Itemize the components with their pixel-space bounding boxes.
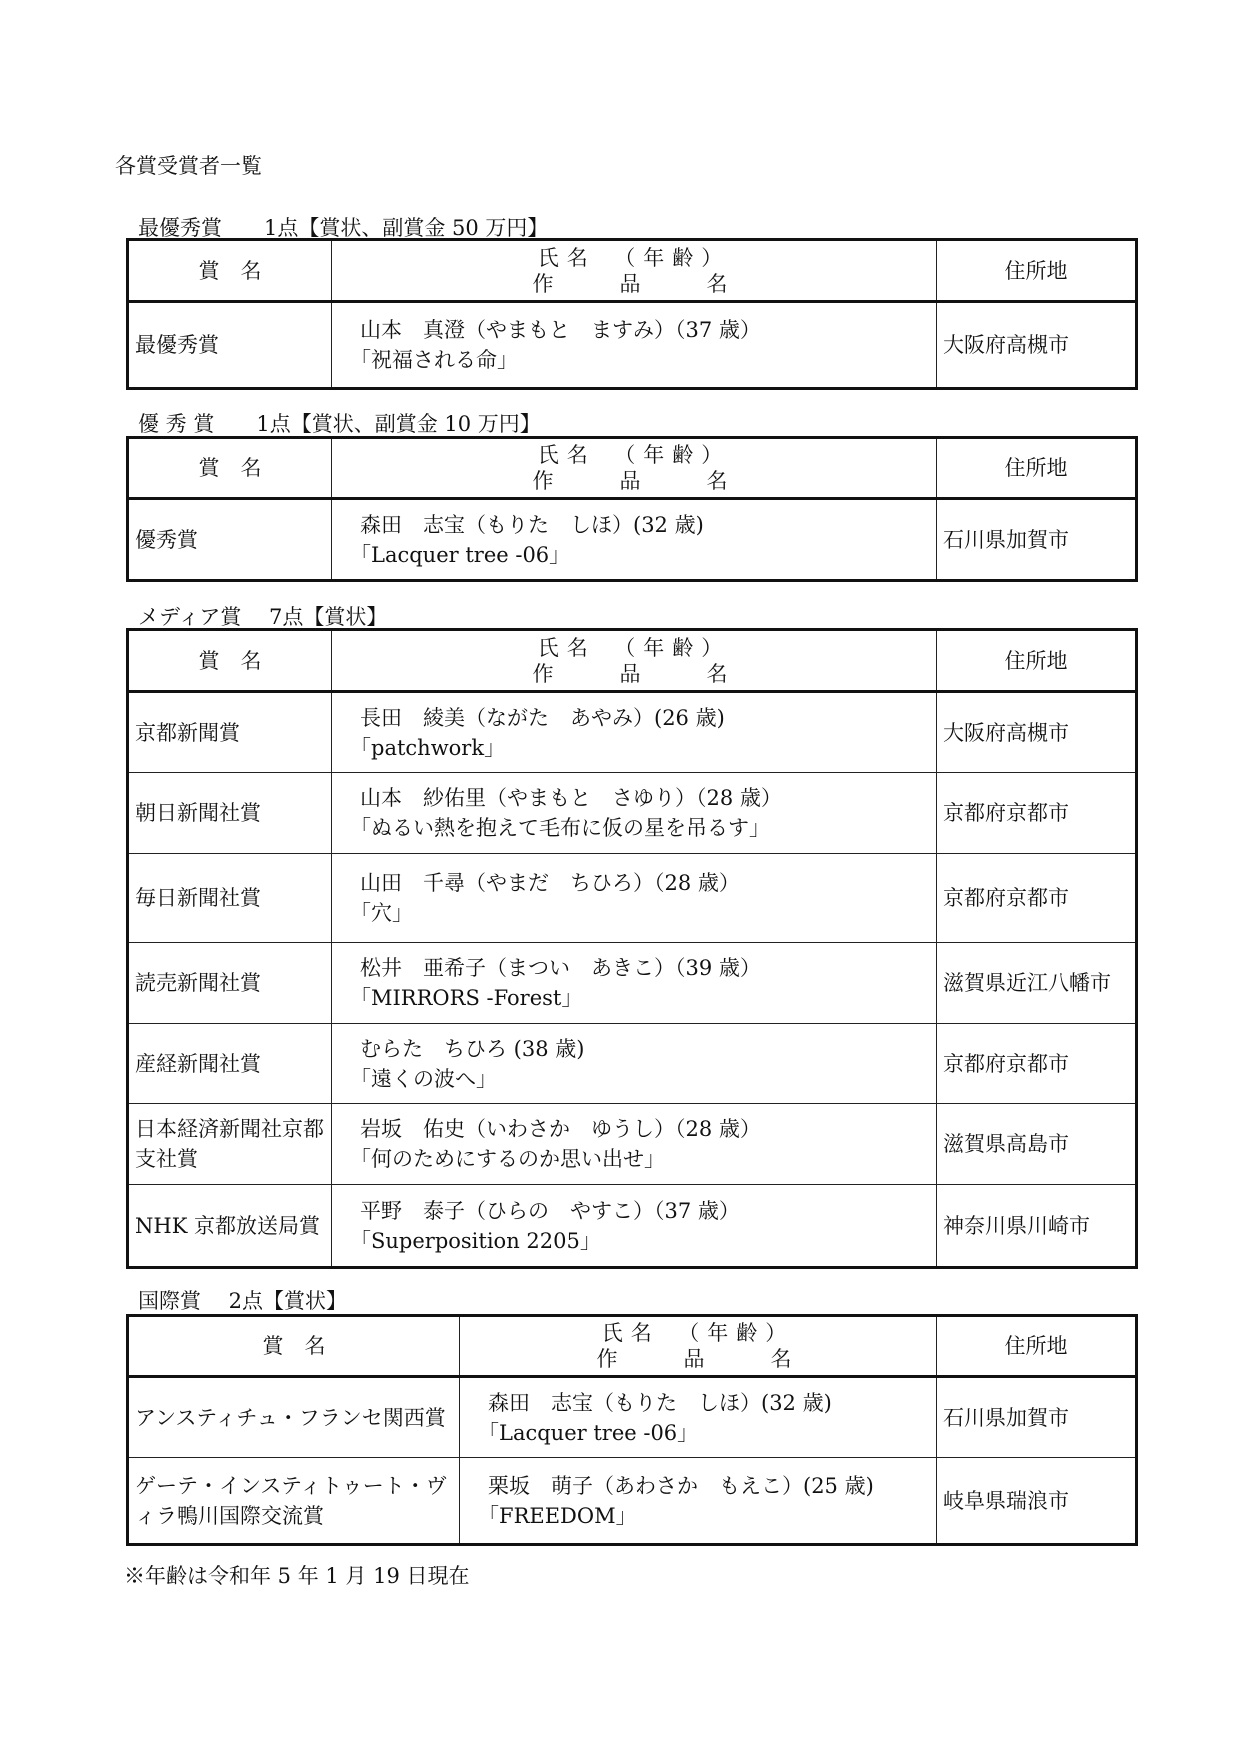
table-row <box>128 854 1137 943</box>
winner-name-age: 森田 志宝（もりた しほ）(32 歳) <box>360 512 704 537</box>
winner-name-age: 松井 亜希子（まつい あきこ）（39 歳） <box>360 956 761 980</box>
table-row <box>128 1377 1137 1458</box>
winner-cell <box>332 302 937 389</box>
work-title: 「patchwork」 <box>350 735 506 760</box>
address: 滋賀県近江八幡市 <box>937 943 1137 1024</box>
header-name-age: 氏名 （年齢） <box>537 245 731 270</box>
award-name: ゲーテ・インスティトゥート・ヴィラ鴨川国際交流賞 <box>128 1458 460 1545</box>
work-title: 「FREEDOM」 <box>478 1503 637 1528</box>
header-work: 作 品 名 <box>532 469 736 493</box>
section-heading: 優 秀 賞 1点【賞状、副賞金 10 万円】 <box>138 412 541 436</box>
work-title: 「Lacquer tree -06」 <box>478 1420 699 1445</box>
header-name-work <box>460 1316 937 1377</box>
header-work: 作 品 名 <box>596 1347 800 1371</box>
winner-cell <box>332 943 937 1024</box>
address: 大阪府高槻市 <box>937 692 1137 773</box>
header-award: 賞 名 <box>128 630 332 692</box>
work-title: 「ぬるい熱を抱えて毛布に仮の星を吊るす」 <box>350 816 770 840</box>
winner-name-age: むらた ちひろ (38 歳) <box>360 1036 585 1061</box>
table-row <box>128 692 1137 773</box>
award-table <box>126 238 1138 390</box>
address: 京都府京都市 <box>937 854 1137 943</box>
work-title: 「Lacquer tree -06」 <box>350 542 571 567</box>
table-row <box>128 943 1137 1024</box>
table-row <box>128 499 1137 581</box>
winner-name-age: 山本 紗佑里（やまもと さゆり）（28 歳） <box>360 786 782 810</box>
header-address: 住所地 <box>937 1316 1137 1377</box>
award-table <box>126 628 1138 1269</box>
winner-name-age: 岩坂 佑史（いわさか ゆうし）（28 歳） <box>360 1117 761 1141</box>
table-header-row <box>128 1316 1137 1377</box>
winner-name-age: 山本 真澄（やまもと ますみ）（37 歳） <box>360 318 761 342</box>
header-award: 賞 名 <box>128 1316 460 1377</box>
header-name-work <box>332 438 937 499</box>
header-award: 賞 名 <box>128 438 332 499</box>
header-name-work <box>332 240 937 302</box>
award-name: 優秀賞 <box>128 499 332 581</box>
winner-name-age: 山田 千尋（やまだ ちひろ）（28 歳） <box>360 871 740 895</box>
address: 京都府京都市 <box>937 773 1137 854</box>
winner-cell <box>332 499 937 581</box>
table-row <box>128 773 1137 854</box>
work-title: 「MIRRORS -Forest」 <box>350 986 583 1010</box>
work-title: 「穴」 <box>350 901 413 925</box>
winner-cell <box>332 854 937 943</box>
winner-cell <box>332 1104 937 1185</box>
address: 石川県加賀市 <box>937 1377 1137 1458</box>
header-name-age: 氏名 （年齢） <box>537 443 731 467</box>
address: 京都府京都市 <box>937 1024 1137 1104</box>
winner-cell <box>332 692 937 773</box>
table-row <box>128 1458 1137 1545</box>
header-name-age: 氏名 （年齢） <box>601 1321 795 1345</box>
table-row <box>128 302 1137 389</box>
award-name: 最優秀賞 <box>128 302 332 389</box>
section-heading: 国際賞 2点【賞状】 <box>138 1289 348 1313</box>
award-table <box>126 1314 1138 1546</box>
table-row <box>128 1104 1137 1185</box>
header-address: 住所地 <box>937 240 1137 302</box>
address: 石川県加賀市 <box>937 499 1137 581</box>
award-name: 朝日新聞社賞 <box>128 773 332 854</box>
header-name-age: 氏名 （年齢） <box>537 635 731 660</box>
winner-cell <box>332 1024 937 1104</box>
address: 滋賀県高島市 <box>937 1104 1137 1185</box>
work-title: 「Superposition 2205」 <box>350 1228 601 1253</box>
winner-cell <box>460 1377 937 1458</box>
header-award: 賞 名 <box>128 240 332 302</box>
award-name: 読売新聞社賞 <box>128 943 332 1024</box>
header-address: 住所地 <box>937 438 1137 499</box>
header-address: 住所地 <box>937 630 1137 692</box>
award-name: 産経新聞社賞 <box>128 1024 332 1104</box>
award-name: NHK 京都放送局賞 <box>128 1185 332 1268</box>
address: 岐阜県瑞浪市 <box>937 1458 1137 1545</box>
address: 大阪府高槻市 <box>937 302 1137 389</box>
table-row <box>128 1185 1137 1268</box>
table-header-row <box>128 240 1137 302</box>
award-name: 日本経済新聞社京都支社賞 <box>128 1104 332 1185</box>
award-name: アンスティチュ・フランセ関西賞 <box>128 1377 460 1458</box>
winner-name-age: 森田 志宝（もりた しほ）(32 歳) <box>488 1390 832 1415</box>
work-title: 「何のためにするのか思い出せ」 <box>350 1147 665 1171</box>
table-header-row <box>128 438 1137 499</box>
winner-cell <box>460 1458 937 1545</box>
header-work: 作 品 名 <box>532 661 736 686</box>
footnote: ※年齢は令和年 5 年 1 月 19 日現在 <box>124 1564 470 1588</box>
winner-name-age: 栗坂 萌子（あわさか もえこ）(25 歳) <box>488 1473 874 1498</box>
winner-name-age: 平野 泰子（ひらの やすこ）（37 歳） <box>360 1198 740 1223</box>
header-name-work <box>332 630 937 692</box>
winner-name-age: 長田 綾美（ながた あやみ）(26 歳) <box>360 705 725 730</box>
winner-cell <box>332 1185 937 1268</box>
work-title: 「祝福される命」 <box>350 348 518 372</box>
award-name: 京都新聞賞 <box>128 692 332 773</box>
work-title: 「遠くの波へ」 <box>350 1066 497 1091</box>
table-header-row <box>128 630 1137 692</box>
header-work: 作 品 名 <box>532 271 736 296</box>
address: 神奈川県川崎市 <box>937 1185 1137 1268</box>
section-heading: 最優秀賞 1点【賞状、副賞金 50 万円】 <box>138 216 549 240</box>
document-title: 各賞受賞者一覧 <box>115 154 262 178</box>
award-table <box>126 436 1138 582</box>
winner-cell <box>332 773 937 854</box>
award-name: 毎日新聞社賞 <box>128 854 332 943</box>
table-row <box>128 1024 1137 1104</box>
section-heading: メディア賞 7点【賞状】 <box>138 605 388 629</box>
